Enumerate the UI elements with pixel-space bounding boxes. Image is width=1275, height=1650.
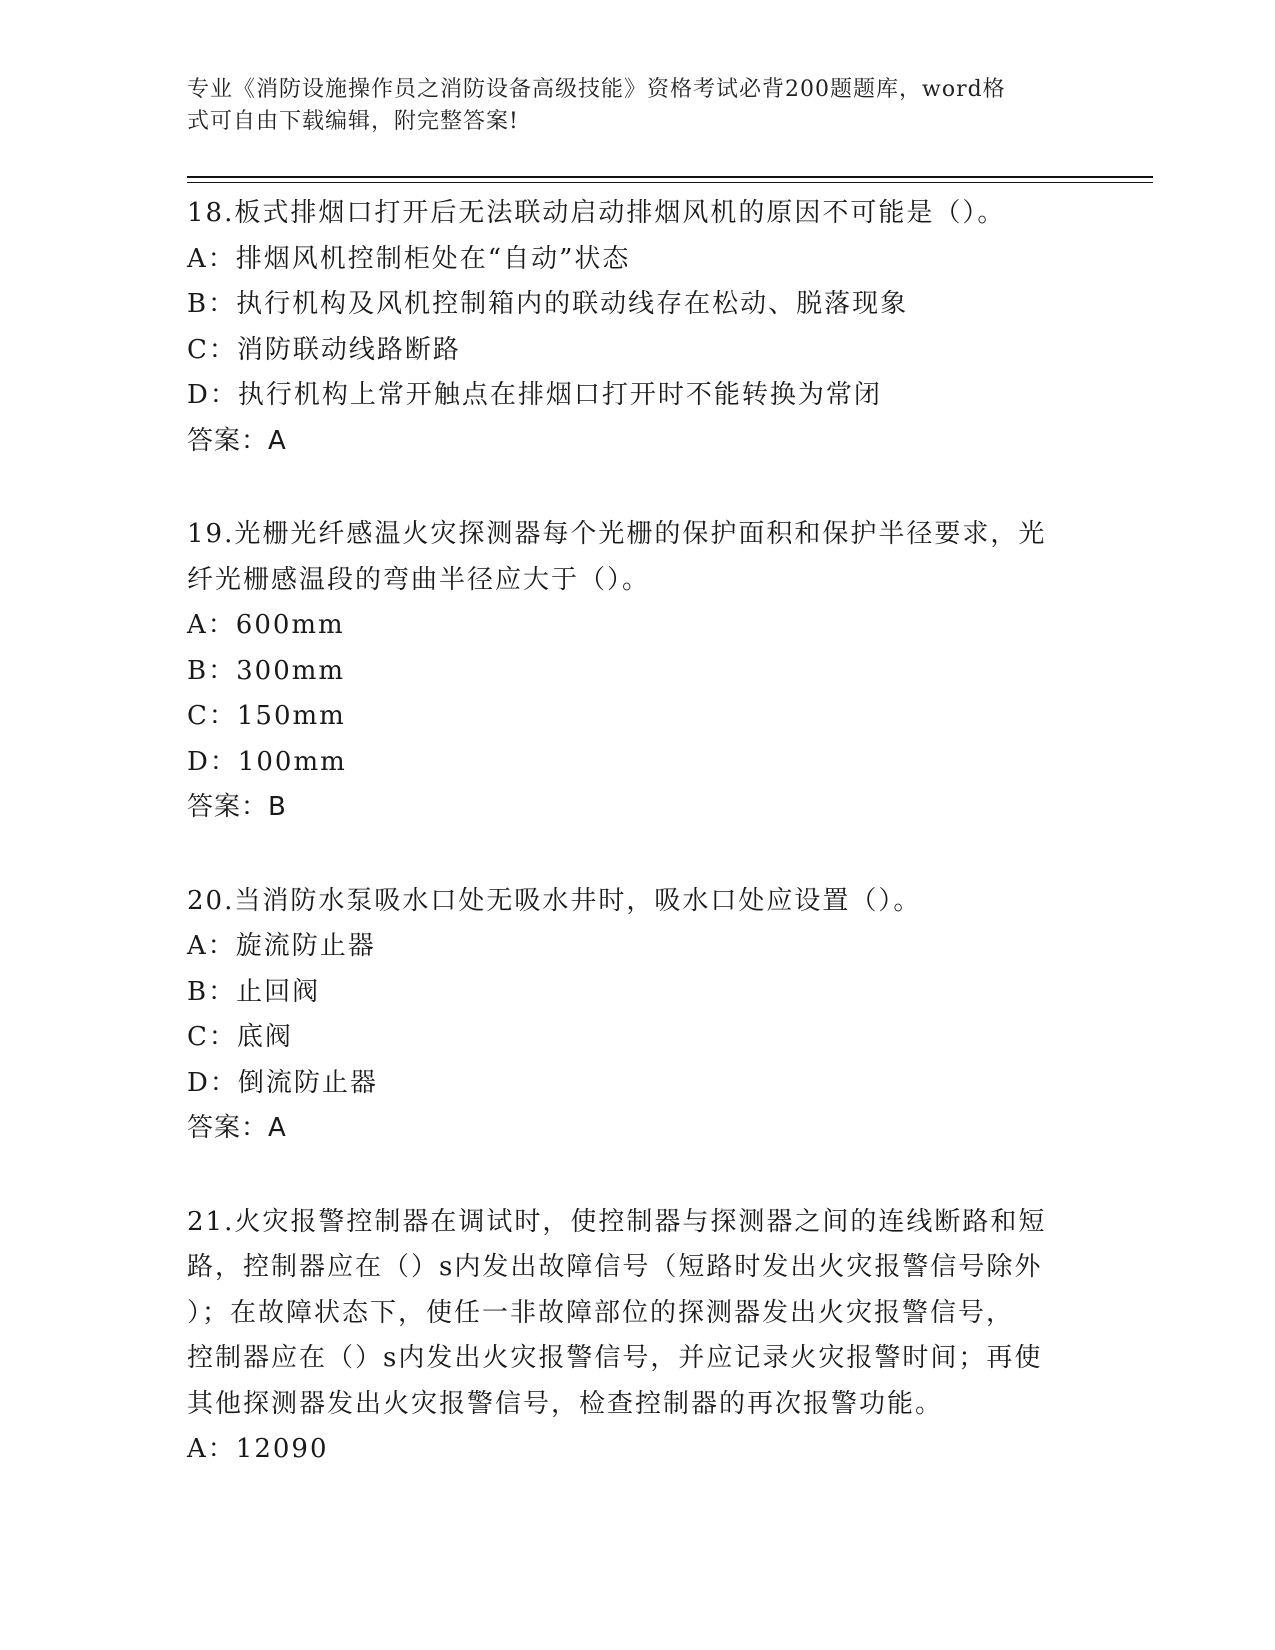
question-list bbox=[187, 191, 1087, 1521]
option-d: D：倒流防止器 bbox=[187, 1067, 378, 1098]
question-stem-line: ）；在故障状态下，使任一非故障部位的探测器发出火灾报警信号， bbox=[187, 1297, 1015, 1328]
option-d: D：100mm bbox=[187, 746, 347, 777]
question-stem-line: 21.火灾报警控制器在调试时，使控制器与探测器之间的连线断路和短 bbox=[187, 1206, 1047, 1237]
question-stem-line: 20.当消防水泵吸水口处无吸水井时，吸水口处应设置（）。 bbox=[187, 885, 922, 916]
option-b: B：止回阀 bbox=[187, 976, 321, 1007]
option-a: A：600mm bbox=[187, 610, 345, 640]
document-header bbox=[187, 74, 1067, 138]
option-d: D：执行机构上常开触点在排烟口打开时不能转换为常闭 bbox=[187, 380, 882, 410]
header-divider-thick bbox=[187, 176, 1153, 178]
question-19 bbox=[187, 512, 1087, 831]
option-a: A：排烟风机控制柜处在“自动”状态 bbox=[187, 243, 631, 274]
question-18 bbox=[187, 191, 1087, 464]
option-a: A：12090 bbox=[187, 1434, 329, 1464]
question-stem-line: 18.板式排烟口打开后无法联动启动排烟风机的原因不可能是（）。 bbox=[187, 198, 1006, 228]
header-divider-thin bbox=[187, 182, 1153, 183]
header-line-2: 式可自由下载编辑，附完整答案! bbox=[187, 109, 519, 134]
option-b: B：执行机构及风机控制箱内的联动线存在松动、脱落现象 bbox=[187, 289, 909, 319]
question-stem-line: 纤光栅感温段的弯曲半径应大于（）。 bbox=[187, 564, 651, 595]
option-a: A：旋流防止器 bbox=[187, 931, 376, 961]
question-stem-line: 其他探测器发出火灾报警信号，检查控制器的再次报警功能。 bbox=[187, 1388, 944, 1419]
question-stem-line: 路，控制器应在（）s内发出故障信号（短路时发出火灾报警信号除外 bbox=[187, 1252, 1043, 1282]
answer-label: 答案：A bbox=[187, 425, 287, 456]
answer-label: 答案：B bbox=[187, 792, 287, 822]
answer-label: 答案：A bbox=[187, 1113, 287, 1143]
option-c: C：底阀 bbox=[187, 1022, 293, 1052]
option-b: B：300mm bbox=[187, 655, 346, 686]
option-c: C：150mm bbox=[187, 701, 346, 731]
question-stem-line: 控制器应在（）s内发出火灾报警信号，并应记录火灾报警时间；再使 bbox=[187, 1343, 1043, 1373]
question-20 bbox=[187, 879, 1087, 1152]
header-line-1: 专业《消防设施操作员之消防设备高级技能》资格考试必背200题题库，word格 bbox=[187, 77, 1006, 102]
option-c: C：消防联动线路断路 bbox=[187, 334, 461, 365]
question-21 bbox=[187, 1200, 1087, 1473]
question-stem-line: 19.光栅光纤感温火灾探测器每个光栅的保护面积和保护半径要求，光 bbox=[187, 519, 1047, 549]
